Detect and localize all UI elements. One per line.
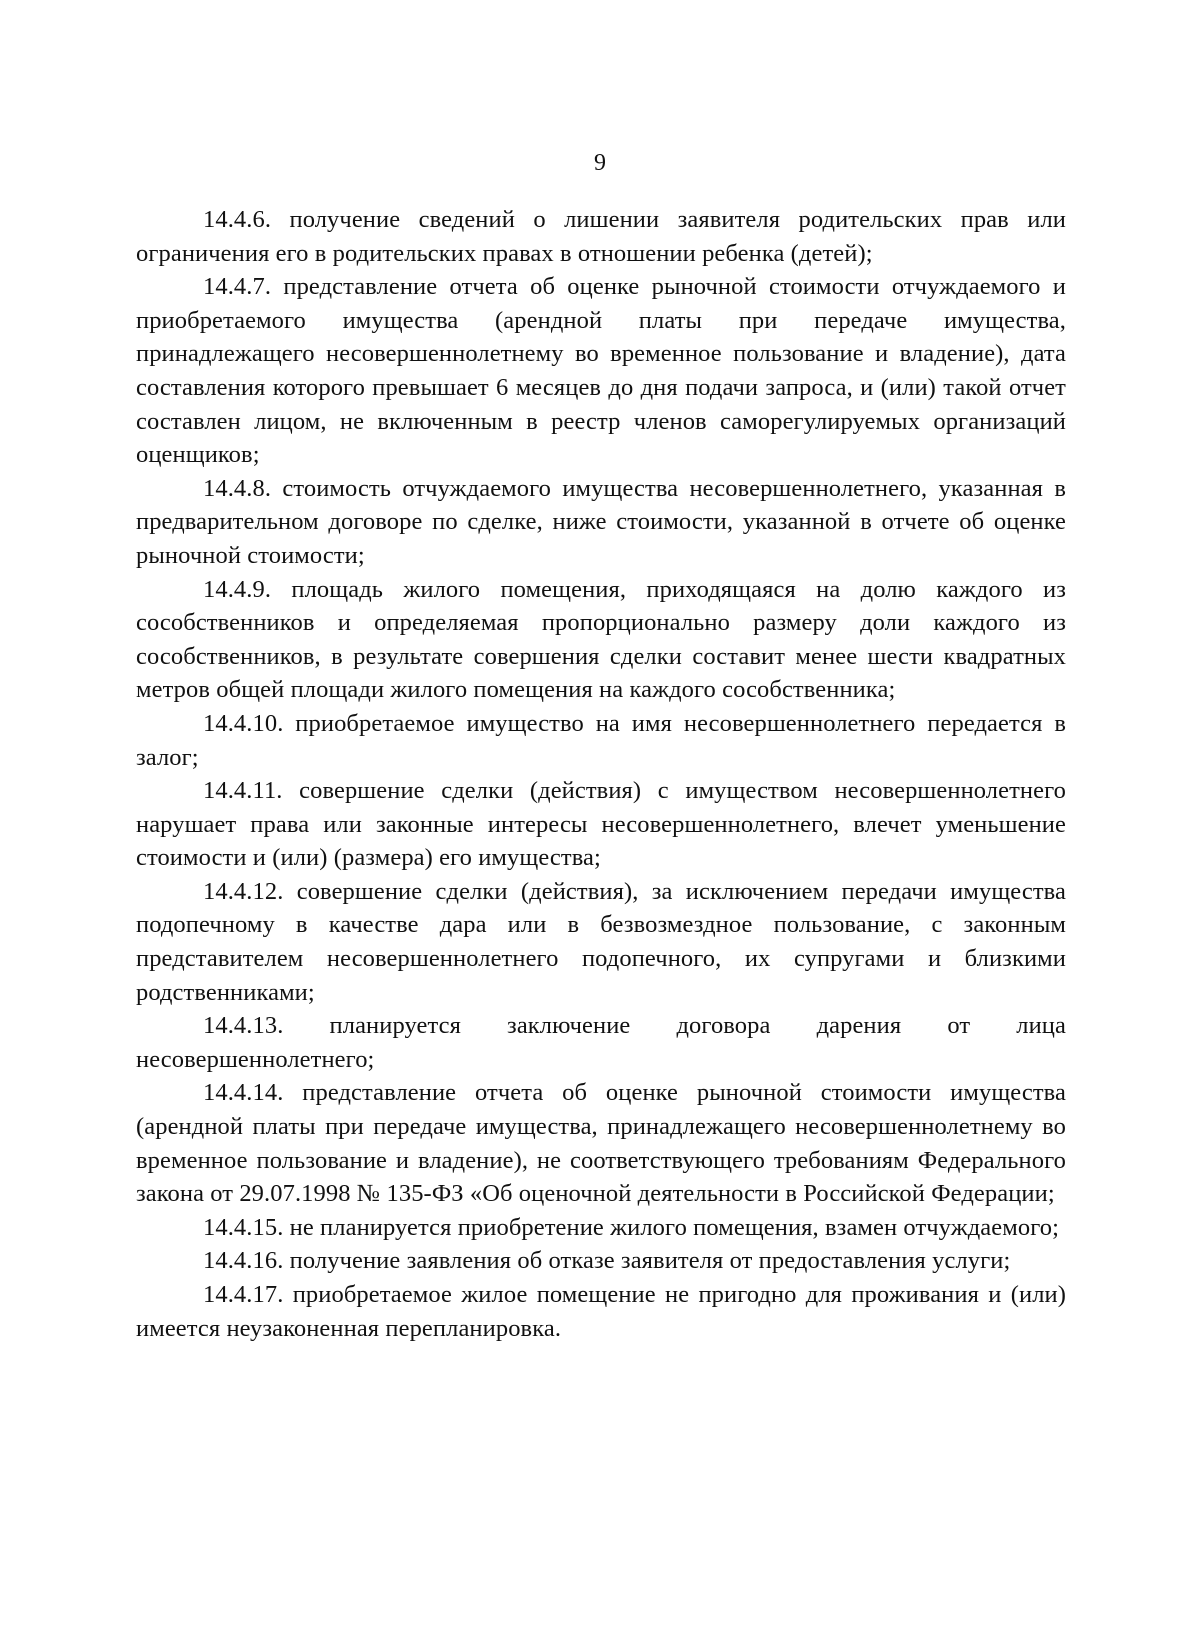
paragraph-14-4-8: 14.4.8. стоимость отчуждаемого имущества несовершеннолетнего, указанная в предварительном договоре по сделке, ниже стоимости, указанной в отчете об оценке рыночной стоимости;: [136, 474, 1066, 569]
paragraph-14-4-14: 14.4.14. представление отчета об оценке рыночной стоимости имущества (арендной платы при передаче имущества, принадлежащего несовершеннолетнему во временное пользование и владение), не соответствующего требованиям Федерального закона от 29.07.1998 № 135-ФЗ «Об оценочной деятельности в Российской Федерации;: [136, 1079, 1066, 1208]
paragraph-14-4-7: 14.4.7. представление отчета об оценке рыночной стоимости отчуждаемого и приобретаемого имущества (арендной платы при передаче имущества, принадлежащего несовершеннолетнему во временное пользование и владение), дата составления которого превышает 6 месяцев до дня подачи запроса, и (или) такой отчет составлен лицом, не включенным в реестр членов саморегулируемых организаций оценщиков;: [136, 273, 1066, 469]
paragraph-14-4-16: 14.4.16. получение заявления об отказе заявителя от предоставления услуги;: [203, 1247, 1011, 1275]
document-body: [136, 203, 1066, 1345]
page-number: 9: [594, 150, 606, 176]
paragraph-14-4-6: 14.4.6. получение сведений о лишении заявителя родительских прав или ограничения его в родительских правах в отношении ребенка (детей);: [136, 206, 1066, 267]
paragraph-14-4-17: 14.4.17. приобретаемое жилое помещение не пригодно для проживания и (или) имеется неузаконенная перепланировка.: [136, 1281, 1066, 1342]
paragraph-14-4-9: 14.4.9. площадь жилого помещения, приходящаяся на долю каждого из сособственников и определяемая пропорционально размеру доли каждого из сособственников, в результате совершения сделки составит менее шести квадратных метров общей площади жилого помещения на каждого сособственника;: [136, 575, 1066, 704]
paragraph-14-4-13: 14.4.13. планируется заключение договора дарения от лица несовершеннолетнего;: [136, 1012, 1066, 1073]
paragraph-14-4-11: 14.4.11. совершение сделки (действия) с имуществом несовершеннолетнего нарушает права или законные интересы несовершеннолетнего, влечет уменьшение стоимости и (или) (размера) его имущества;: [136, 777, 1066, 872]
paragraph-14-4-12: 14.4.12. совершение сделки (действия), за исключением передачи имущества подопечному в качестве дара или в безвозмездное пользование, с законным представителем несовершеннолетнего подопечного, их супругами и близкими родственниками;: [136, 877, 1066, 1006]
paragraph-14-4-10: 14.4.10. приобретаемое имущество на имя несовершеннолетнего передается в залог;: [136, 709, 1066, 771]
paragraph-14-4-15: 14.4.15. не планируется приобретение жилого помещения, взамен отчуждаемого;: [203, 1213, 1060, 1241]
